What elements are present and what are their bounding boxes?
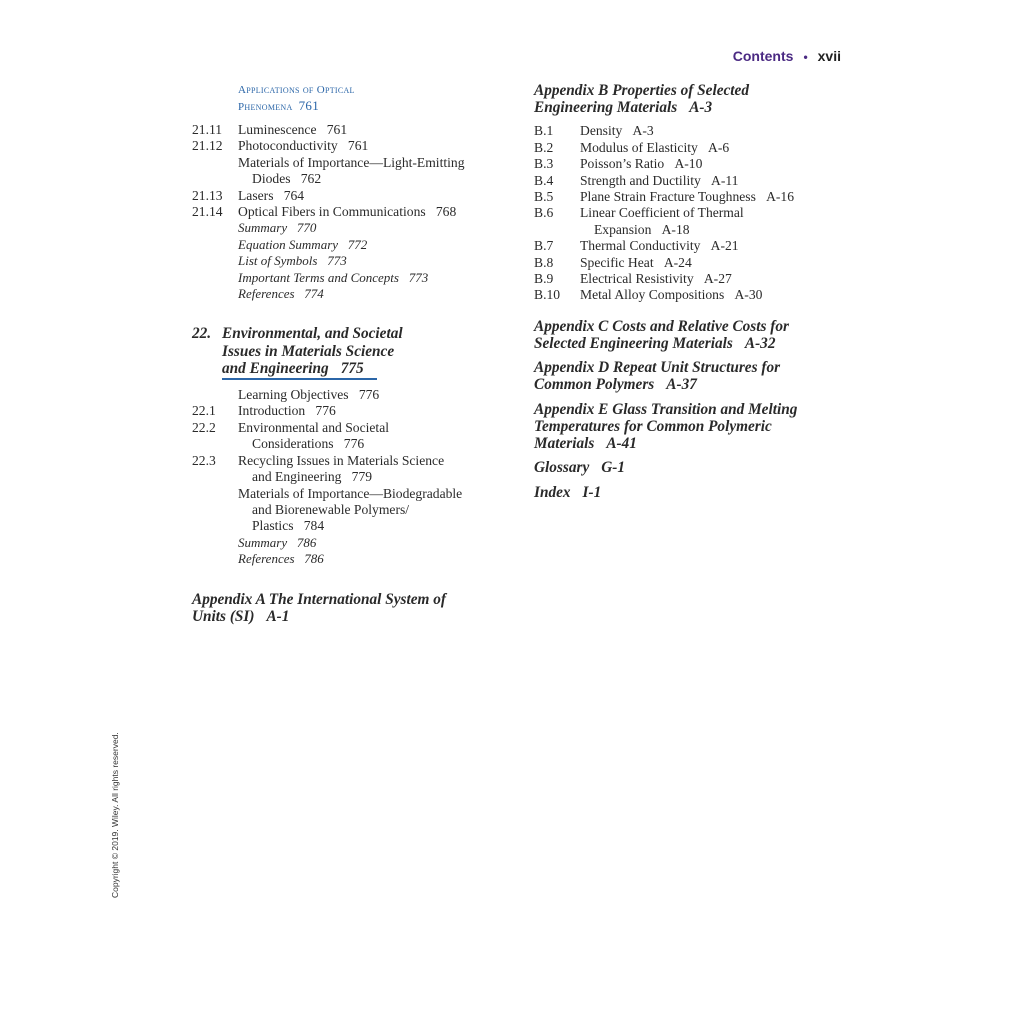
entry-title: Recycling Issues in Materials Science: [238, 452, 445, 468]
chapter-22-heading[interactable]: [192, 325, 502, 380]
end-page: 773: [327, 253, 347, 269]
end-title: Summary: [238, 534, 288, 550]
appendix-title-line2: Engineering Materials: [534, 99, 678, 117]
entry-number: 22.1: [192, 403, 216, 419]
toc-entry[interactable]: [534, 255, 844, 271]
entry-title-continued: Considerations: [252, 436, 334, 452]
entry-title: Strength and Ductility: [580, 172, 701, 188]
entry-page: A-6: [708, 139, 730, 155]
entry-page: 784: [303, 518, 325, 534]
toc-entry[interactable]: [534, 189, 844, 205]
toc-right-column: [534, 82, 844, 501]
entry-title-continued: Expansion: [594, 221, 652, 237]
entry-number: B.6: [534, 205, 554, 221]
index-title: Index: [534, 483, 571, 501]
toc-entry[interactable]: [534, 173, 844, 189]
chapter-title-line3-wrap: [222, 360, 502, 377]
appendix-page: A-41: [606, 435, 637, 453]
entry-page: 776: [315, 403, 336, 419]
toc-entry[interactable]: [192, 155, 502, 188]
appendix-title-line2: Units (SI): [192, 607, 255, 625]
glossary-heading[interactable]: [534, 459, 844, 476]
index-page: I-1: [582, 483, 602, 501]
entry-title: Introduction: [238, 403, 306, 419]
appendix-title-line1: Appendix C Costs and Relative Costs for: [534, 317, 789, 335]
entry-title: Thermal Conductivity: [580, 238, 701, 254]
appendix-title-line2: Selected Engineering Materials: [534, 335, 733, 353]
toc-entry[interactable]: [192, 420, 502, 453]
entry-page: A-21: [710, 238, 739, 254]
toc-end-matter[interactable]: [192, 253, 502, 269]
appendix-title-line1: Appendix D Repeat Unit Structures for: [534, 359, 781, 377]
toc-end-matter[interactable]: [192, 551, 502, 567]
end-page: 786: [296, 534, 317, 550]
index-heading[interactable]: [534, 484, 844, 501]
entry-number: B.4: [534, 172, 554, 188]
entry-number: B.2: [534, 139, 554, 155]
entry-number: 22.3: [192, 452, 216, 468]
entry-page: 761: [347, 138, 369, 154]
end-title: References: [238, 286, 295, 302]
appendix-page: A-32: [744, 335, 776, 353]
appendix-title-line1: Appendix E Glass Transition and Melting: [534, 400, 798, 418]
toc-entry[interactable]: [534, 287, 844, 303]
entry-title: Metal Alloy Compositions: [580, 287, 725, 303]
entry-page: 779: [351, 469, 373, 485]
entry-title-continued: and Biorenewable Polymers/: [252, 501, 410, 517]
entry-number: 21.14: [192, 204, 223, 220]
toc-entry[interactable]: [192, 387, 502, 403]
end-title: Equation Summary: [238, 236, 339, 252]
toc-entry[interactable]: [192, 204, 502, 220]
appendix-d-heading[interactable]: [534, 359, 844, 393]
glossary-page: G-1: [601, 459, 626, 477]
toc-entry[interactable]: [192, 138, 502, 154]
running-head-page: xvii: [817, 48, 841, 64]
entry-number: B.3: [534, 156, 554, 172]
toc-end-matter[interactable]: [192, 270, 502, 286]
end-title: Summary: [238, 220, 288, 236]
end-page: 774: [304, 286, 324, 302]
appendix-title-line2: Common Polymers: [534, 376, 655, 394]
entry-page: A-16: [766, 189, 795, 205]
toc-end-matter[interactable]: [192, 220, 502, 236]
entry-page: A-27: [703, 271, 732, 287]
entry-number: B.10: [534, 287, 561, 303]
appendix-title-line3: Materials: [534, 435, 595, 453]
end-title: References: [238, 551, 295, 567]
entry-title: Poisson’s Ratio: [580, 156, 665, 172]
entry-page: 768: [435, 204, 457, 220]
entry-title: Optical Fibers in Communications: [238, 204, 426, 220]
toc-entry[interactable]: [192, 403, 502, 419]
entry-title: Luminescence: [238, 122, 317, 137]
entry-title: Photoconductivity: [238, 138, 338, 154]
chapter-underline: [222, 378, 377, 380]
entry-title: Modulus of Elasticity: [580, 139, 698, 155]
appendix-b-heading[interactable]: [534, 82, 844, 116]
entry-page: 776: [358, 387, 380, 403]
entry-number: B.5: [534, 189, 554, 205]
end-title: List of Symbols: [238, 253, 318, 269]
entry-page: A-30: [734, 287, 763, 303]
appendix-title-line1: Appendix A The International System of: [192, 590, 446, 608]
toc-entry[interactable]: [192, 486, 502, 535]
end-page: 786: [304, 551, 324, 567]
entry-title: Specific Heat: [580, 254, 654, 270]
entry-number: B.9: [534, 271, 554, 287]
entry-page: 764: [283, 187, 305, 203]
running-head-section: Contents: [732, 48, 794, 64]
toc-entry[interactable]: [534, 238, 844, 254]
entry-number: 22.2: [192, 419, 216, 435]
entry-number: 21.13: [192, 187, 223, 203]
toc-entry[interactable]: [192, 188, 502, 204]
entry-page: A-11: [711, 172, 739, 188]
appendix-page: A-37: [666, 376, 697, 394]
toc-subhead[interactable]: [238, 82, 502, 115]
toc-left-column: [192, 82, 502, 625]
chapter-title-line1: Environmental, and Societal: [222, 325, 403, 343]
toc-entry[interactable]: [534, 205, 844, 238]
toc-entry[interactable]: [192, 453, 502, 486]
toc-entry[interactable]: [534, 271, 844, 287]
end-title: Important Terms and Concepts: [238, 269, 399, 285]
entry-number: 21.12: [192, 138, 223, 154]
entry-title-continued: and Engineering: [252, 469, 342, 485]
subhead-page: 761: [298, 98, 319, 113]
appendix-e-heading[interactable]: [534, 401, 844, 453]
appendix-title-line1: Appendix B Properties of Selected: [534, 82, 749, 99]
toc-entry[interactable]: [534, 156, 844, 172]
chapter-number: 22.: [192, 325, 212, 343]
entry-page: 776: [343, 436, 365, 452]
entry-title-continued-2: Plastics: [252, 518, 294, 534]
toc-end-matter[interactable]: [192, 237, 502, 253]
chapter-title-line3: and Engineering: [222, 359, 329, 377]
entry-page: A-24: [663, 254, 692, 270]
chapter-title-line2: Issues in Materials Science: [222, 342, 395, 360]
entry-title: Electrical Resistivity: [580, 271, 694, 287]
toc-entry[interactable]: [534, 140, 844, 156]
entry-title: Density: [580, 123, 623, 139]
entry-page: 762: [300, 171, 322, 187]
appendix-page: A-1: [266, 607, 290, 625]
entry-title: Materials of Importance—Light-Emitting: [238, 154, 465, 170]
entry-number: B.7: [534, 238, 554, 254]
toc-entry[interactable]: [192, 122, 502, 138]
end-page: 772: [347, 236, 368, 252]
entry-page: A-18: [661, 221, 690, 237]
subhead-line1: Applications of Optical: [238, 84, 355, 96]
entry-page: A-3: [632, 123, 654, 139]
subhead-line2: Phenomena: [238, 101, 293, 113]
appendix-title-line2: Temperatures for Common Polymeric: [534, 417, 772, 435]
toc-end-matter[interactable]: [192, 286, 502, 302]
end-page: 770: [296, 220, 317, 236]
entry-number: B.8: [534, 254, 554, 270]
appendix-c-heading[interactable]: [534, 318, 844, 352]
entry-number: 21.11: [192, 122, 223, 137]
appendix-page: A-3: [689, 99, 713, 117]
running-head-separator: •: [803, 50, 808, 64]
copyright-notice: Copyright © 2019. Wiley. All rights reserved.: [110, 732, 120, 898]
entry-number: B.1: [534, 123, 554, 139]
entry-title-continued: Diodes: [252, 171, 291, 187]
entry-title: Linear Coefficient of Thermal: [580, 205, 744, 221]
end-page: 773: [408, 269, 429, 285]
toc-end-matter[interactable]: [192, 535, 502, 551]
entry-title: Materials of Importance—Biodegradable: [238, 485, 463, 501]
toc-entry[interactable]: [534, 123, 844, 139]
entry-title: Lasers: [238, 187, 274, 203]
running-head: [733, 48, 841, 64]
entry-title: Learning Objectives: [238, 387, 349, 403]
entry-page: A-10: [674, 156, 703, 172]
entry-page: 761: [326, 122, 348, 137]
appendix-a-heading[interactable]: [192, 591, 502, 625]
glossary-title: Glossary: [534, 459, 590, 477]
entry-title: Plane Strain Fracture Toughness: [580, 189, 756, 205]
chapter-page: 775: [340, 359, 364, 377]
entry-title: Environmental and Societal: [238, 419, 389, 435]
